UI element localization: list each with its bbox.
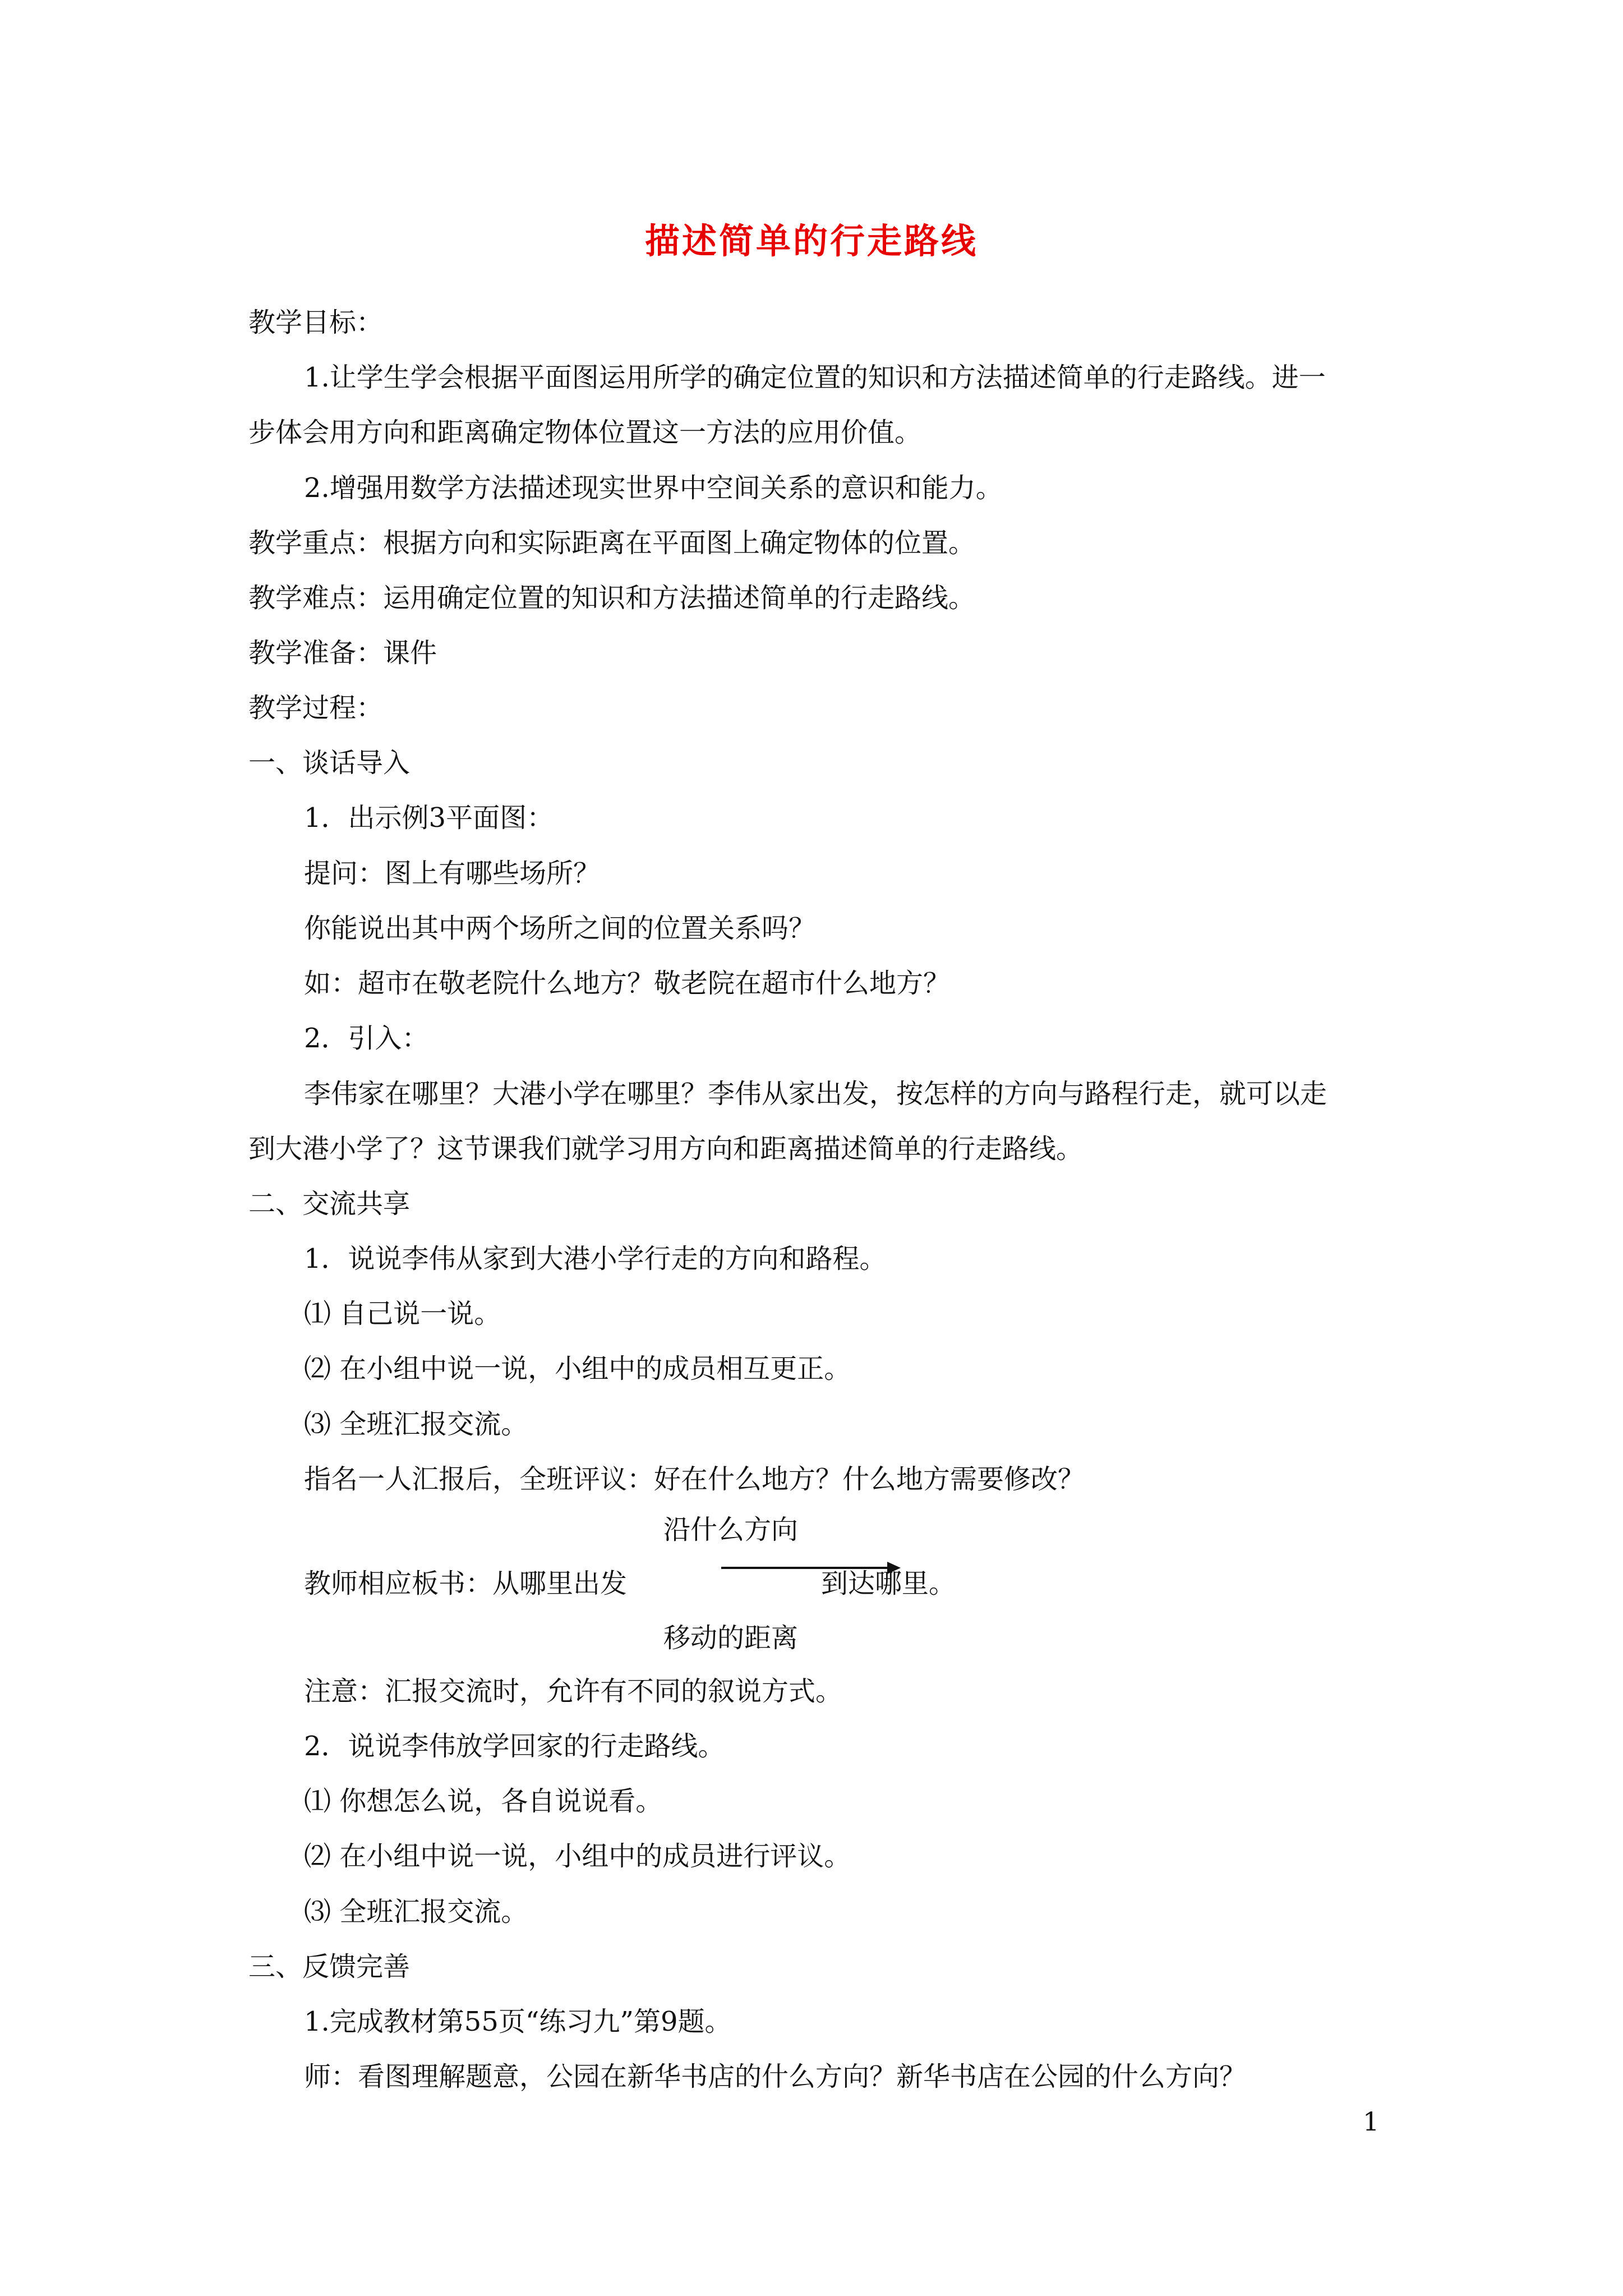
goal-1-line1: 1.让学生学会根据平面图运用所学的确定位置的知识和方法描述简单的行走路线。进一: [304, 362, 1326, 393]
process-heading: 教学过程：: [248, 692, 384, 724]
section-2-item-1: 1．说说李伟从家到大港小学行走的方向和路程。: [304, 1243, 887, 1274]
section-1-question-2: 你能说出其中两个场所之间的位置关系吗？: [304, 913, 816, 944]
section-2-note: 注意：汇报交流时，允许有不同的叙说方式。: [304, 1676, 843, 1707]
page-number: 1: [1363, 2106, 1380, 2137]
board-left-label: 教师相应板书：从哪里出发: [304, 1568, 628, 1599]
key-point: 教学重点：根据方向和实际距离在平面图上确定物体的位置。: [248, 527, 976, 559]
section-1-item-2: 2．引入：: [304, 1023, 429, 1054]
section-1-question-1: 提问：图上有哪些场所？: [304, 858, 601, 889]
section-3-heading: 三、反馈完善: [248, 1951, 411, 1982]
section-1-example: 如：超市在敬老院什么地方？敬老院在超市什么地方？: [304, 968, 951, 999]
section-2-item-2: 2．说说李伟放学回家的行走路线。: [304, 1731, 725, 1762]
section-2-step-1: ⑴ 自己说一说。: [304, 1298, 501, 1329]
goal-1-line2: 步体会用方向和距离确定物体位置这一方法的应用价值。: [248, 417, 922, 448]
section-1-intro-line1: 李伟家在哪里？大港小学在哪里？李伟从家出发，按怎样的方向与路程行走，就可以走: [304, 1078, 1327, 1110]
section-2-step-2: ⑵ 在小组中说一说，小组中的成员相互更正。: [304, 1353, 851, 1384]
section-2-step-6: ⑶ 全班汇报交流。: [304, 1896, 528, 1927]
document-title: 描述简单的行走路线: [644, 220, 978, 261]
section-2-step-5: ⑵ 在小组中说一说，小组中的成员进行评议。: [304, 1841, 851, 1872]
section-2-step-3: ⑶ 全班汇报交流。: [304, 1409, 528, 1440]
board-right-label: 到达哪里。: [821, 1568, 956, 1599]
difficult-point: 教学难点：运用确定位置的知识和方法描述简单的行走路线。: [248, 582, 976, 614]
section-1-intro-line2: 到大港小学了？这节课我们就学习用方向和距离描述简单的行走路线。: [248, 1133, 1083, 1165]
board-bottom-label: 移动的距离: [663, 1622, 799, 1654]
section-1-heading: 一、谈话导入: [248, 747, 411, 779]
section-1-item-1: 1．出示例3平面图：: [304, 802, 554, 834]
section-3-teacher: 师：看图理解题意，公园在新华书店的什么方向？新华书店在公园的什么方向？: [304, 2061, 1247, 2092]
section-2-evaluate: 指名一人汇报后，全班评议：好在什么地方？什么地方需要修改？: [304, 1464, 1085, 1495]
goal-2: 2.增强用数学方法描述现实世界中空间关系的意识和能力。: [304, 472, 1003, 504]
section-2-step-4: ⑴ 你想怎么说，各自说说看。: [304, 1786, 663, 1817]
section-2-heading: 二、交流共享: [248, 1188, 411, 1220]
goals-heading: 教学目标：: [248, 307, 384, 338]
preparation: 教学准备：课件: [248, 637, 437, 669]
board-top-label: 沿什么方向: [663, 1514, 799, 1545]
section-3-item-1: 1.完成教材第55页“练习九”第9题。: [304, 2006, 732, 2037]
